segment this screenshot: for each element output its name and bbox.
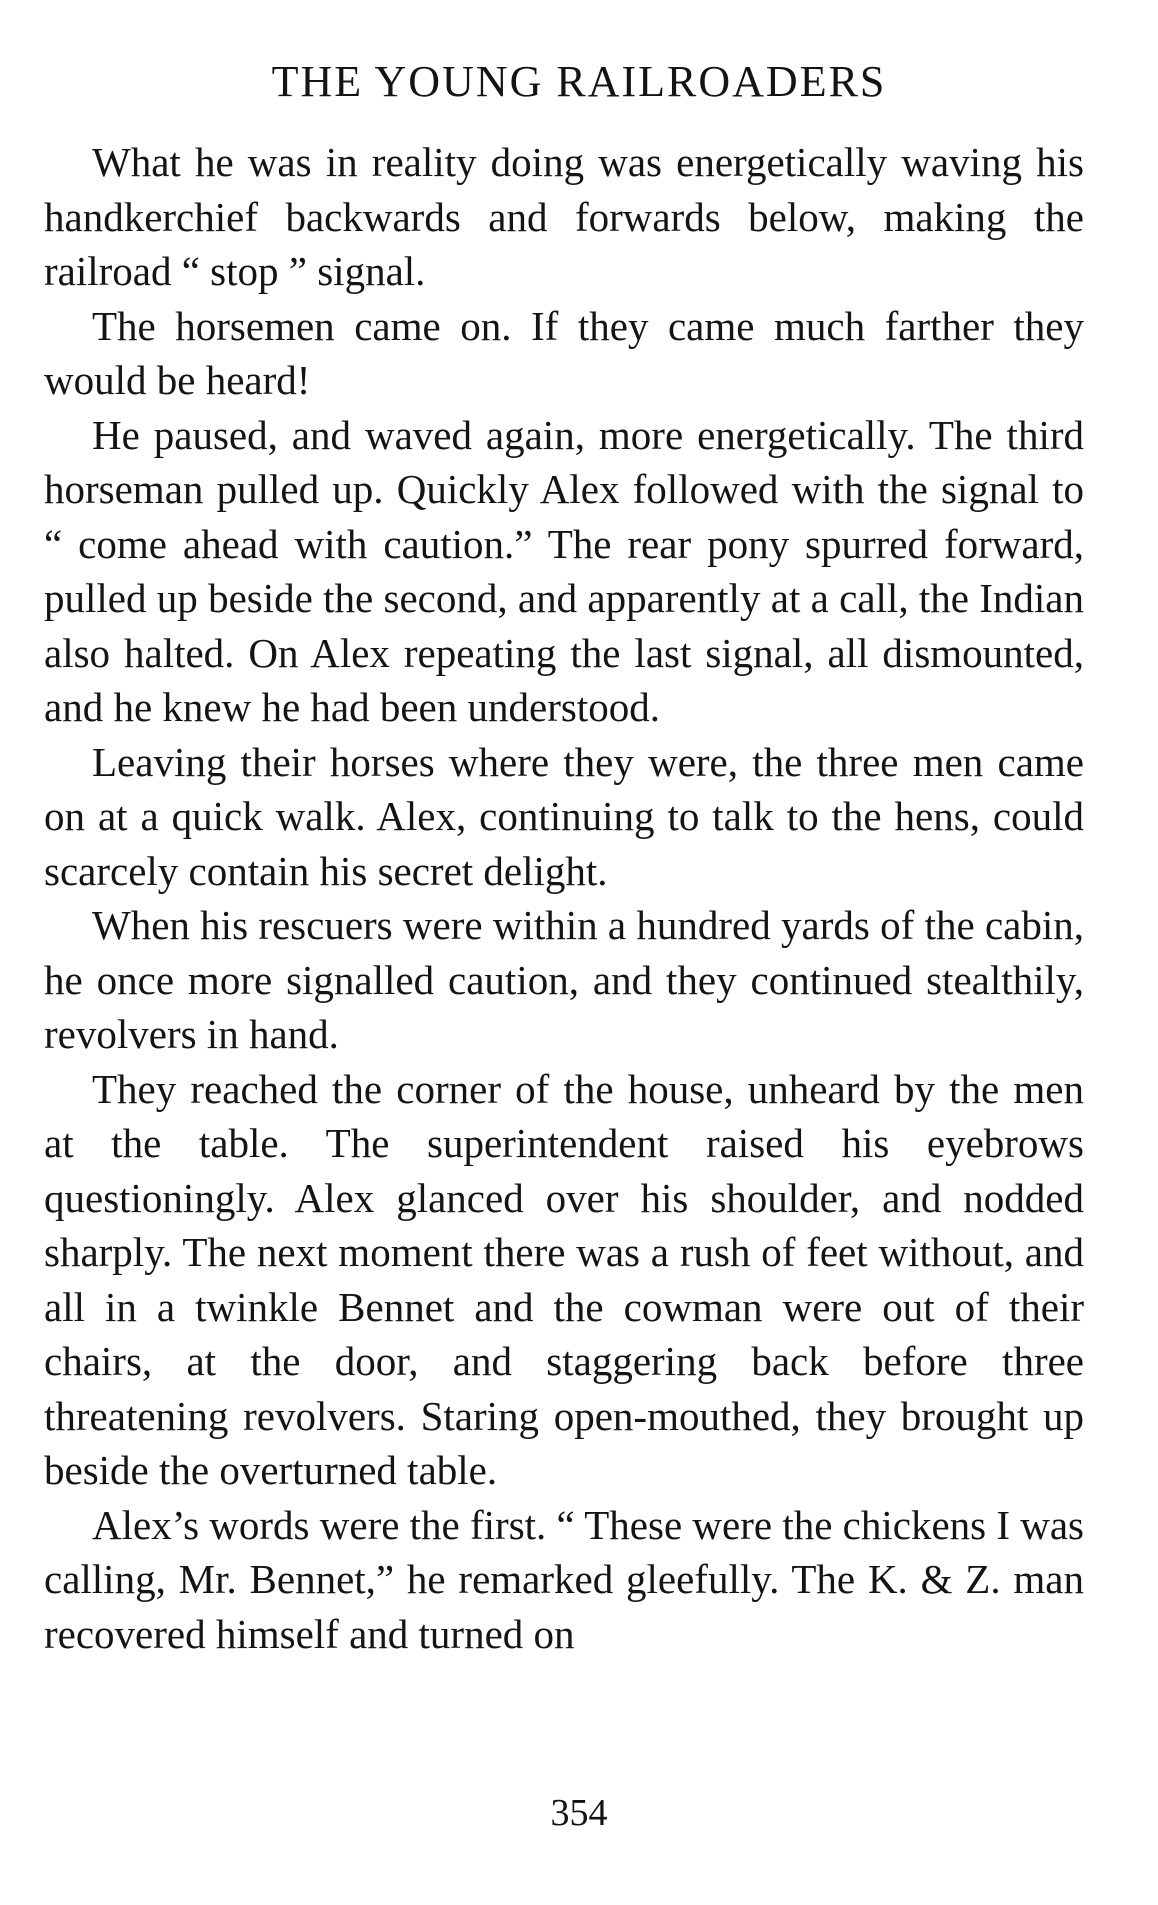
paragraph: Alex’s words were the first. “ These were the chickens I was calling, Mr. Bennet,” he remarked gleefully. The K. & Z. man recovered himself and turned on bbox=[44, 1501, 1085, 1657]
paragraph: They reached the corner of the house, unheard by the men at the table. The superintendent raised his eyebrows questioningly. Alex glanced over his shoulder, and nodded sharply. The next moment there was a rush of feet without, and all in a twinkle Bennet and the cowman were out of their chairs, at the door, and staggering back before three threatening revolvers. Staring open-mouthed, they brought up beside the overturned table. bbox=[44, 1065, 1084, 1493]
paragraph: He paused, and waved again, more energetically. The third horseman pulled up. Quickly Alex followed with the signal to “ come ahead with caution.” The rear pony spurred forward, pulled up beside the second, and apparently at a call, the Indian also halted. On Alex repeating the last signal, all dismounted, and he knew he had been understood. bbox=[44, 411, 1084, 730]
running-head: THE YOUNG RAILROADERS bbox=[271, 57, 887, 106]
page-number: 354 bbox=[550, 1792, 608, 1834]
body-text bbox=[44, 135, 1084, 1661]
paragraph: When his rescuers were within a hundred yards of the cabin, he once more signalled caution, and they continued stealthily, revolvers in hand. bbox=[44, 902, 1084, 1057]
paragraph: The horsemen came on. If they came much farther they would be heard! bbox=[44, 302, 1084, 403]
paragraph: What he was in reality doing was energetically waving his handkerchief backwards and forwards below, making the railroad “ stop ” signal. bbox=[44, 139, 1084, 294]
paragraph: Leaving their horses where they were, the three men came on at a quick walk. Alex, continuing to talk to the hens, could scarcely contain his secret delight. bbox=[44, 738, 1084, 894]
